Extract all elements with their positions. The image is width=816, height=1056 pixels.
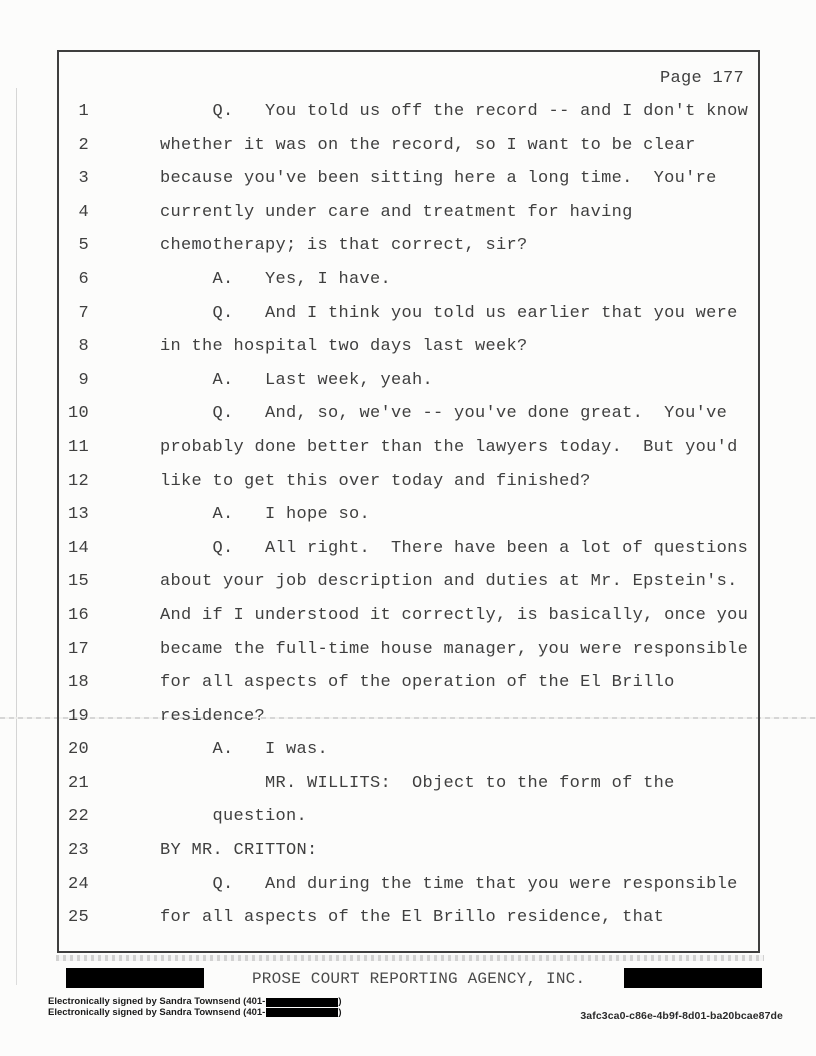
line-text: MR. WILLITS: Object to the form of the	[160, 773, 675, 793]
line-number: 14	[67, 538, 89, 558]
signature-close-paren: )	[338, 1006, 342, 1018]
line-number: 24	[67, 874, 89, 894]
phone-redaction-bar	[266, 1008, 338, 1017]
line-number: 17	[67, 639, 89, 659]
transcript-line	[59, 906, 758, 940]
transcript-line	[59, 705, 758, 739]
line-text: chemotherapy; is that correct, sir?	[160, 236, 528, 256]
line-text: Q. And, so, we've -- you've done great. You've	[160, 404, 728, 424]
transcript-line	[59, 302, 758, 336]
redaction-bar-right	[624, 968, 762, 988]
page-number-label: Page 177	[659, 69, 744, 88]
document-hash: 3afc3ca0-c86e-4b9f-8d01-ba20bcae87de	[580, 1010, 783, 1022]
transcript-line	[59, 100, 758, 134]
line-number: 13	[67, 505, 89, 525]
line-number: 1	[78, 102, 89, 121]
line-number: 21	[67, 773, 89, 793]
transcript-line	[59, 335, 758, 369]
transcript-lines	[59, 100, 758, 940]
transcript-line	[59, 604, 758, 638]
transcript-line	[59, 268, 758, 302]
phone-redaction-bar	[266, 998, 338, 1007]
line-number: 7	[78, 303, 89, 323]
line-text: like to get this over today and finished?	[160, 471, 591, 491]
line-number: 15	[67, 572, 89, 592]
signature-line-2	[48, 1008, 342, 1019]
line-number: 4	[78, 202, 89, 222]
transcript-line	[59, 738, 758, 772]
signature-text: Electronically signed by Sandra Townsend (401-	[48, 1006, 266, 1018]
line-number: 12	[67, 471, 89, 491]
transcript-line	[59, 369, 758, 403]
line-text: And if I understood it correctly, is basically, once you	[160, 605, 749, 625]
line-number: 16	[67, 605, 89, 625]
line-number: 19	[67, 706, 89, 726]
signature-close-paren: )	[338, 996, 342, 1007]
line-number: 6	[78, 269, 89, 289]
scan-artifact-noise-band	[56, 955, 764, 961]
line-number: 20	[67, 740, 89, 760]
line-number: 22	[67, 807, 89, 827]
line-text: A. I hope so.	[160, 505, 371, 525]
line-text: Q. You told us off the record -- and I don't know	[160, 102, 749, 121]
transcript-line	[59, 805, 758, 839]
line-number: 18	[67, 673, 89, 693]
transcript-line	[59, 638, 758, 672]
line-text: for all aspects of the operation of the El Brillo	[160, 673, 675, 693]
line-text: whether it was on the record, so I want to be clear	[160, 135, 696, 155]
line-text: about your job description and duties at Mr. Epstein's.	[160, 572, 738, 592]
line-number: 5	[78, 236, 89, 256]
transcript-line	[59, 772, 758, 806]
line-text: BY MR. CRITTON:	[160, 841, 318, 861]
line-number: 25	[67, 908, 89, 928]
transcript-line	[59, 436, 758, 470]
redaction-bar-left	[66, 968, 204, 988]
line-number: 9	[78, 370, 89, 390]
line-number: 11	[67, 437, 89, 457]
line-text: Q. All right. There have been a lot of questions	[160, 538, 749, 558]
transcript-line	[59, 201, 758, 235]
line-text: Q. And I think you told us earlier that you were	[160, 303, 738, 323]
line-text: became the full-time house manager, you were responsible	[160, 639, 749, 659]
line-text: for all aspects of the El Brillo residence, that	[160, 908, 665, 928]
transcript-line	[59, 470, 758, 504]
scan-artifact-vertical-line	[16, 88, 17, 985]
line-number: 2	[78, 135, 89, 155]
signature-block	[48, 997, 342, 1018]
signature-line-1	[48, 997, 342, 1008]
transcript-line	[59, 873, 758, 907]
transcript-line	[59, 503, 758, 537]
line-text: in the hospital two days last week?	[160, 337, 528, 357]
transcript-page-box	[57, 50, 760, 953]
line-text: A. I was.	[160, 740, 329, 760]
line-number: 10	[67, 404, 89, 424]
transcript-line	[59, 839, 758, 873]
line-text: A. Yes, I have.	[160, 269, 392, 289]
transcript-line	[59, 167, 758, 201]
agency-name: PROSE COURT REPORTING AGENCY, INC.	[252, 970, 586, 988]
line-text: residence?	[160, 706, 266, 726]
transcript-line	[59, 537, 758, 571]
line-text: because you've been sitting here a long time. You're	[160, 169, 717, 189]
transcript-line	[59, 134, 758, 168]
line-text: question.	[160, 807, 308, 827]
transcript-line	[59, 570, 758, 604]
line-text: currently under care and treatment for having	[160, 202, 633, 222]
transcript-line	[59, 671, 758, 705]
transcript-line	[59, 234, 758, 268]
signature-text: Electronically signed by Sandra Townsend (401-	[48, 996, 266, 1007]
line-number: 23	[67, 841, 89, 861]
line-number: 8	[78, 337, 89, 357]
line-text: probably done better than the lawyers today. But you'd	[160, 437, 738, 457]
transcript-line	[59, 402, 758, 436]
line-text: Q. And during the time that you were responsible	[160, 874, 738, 894]
line-text: A. Last week, yeah.	[160, 370, 434, 390]
line-number: 3	[78, 169, 89, 189]
